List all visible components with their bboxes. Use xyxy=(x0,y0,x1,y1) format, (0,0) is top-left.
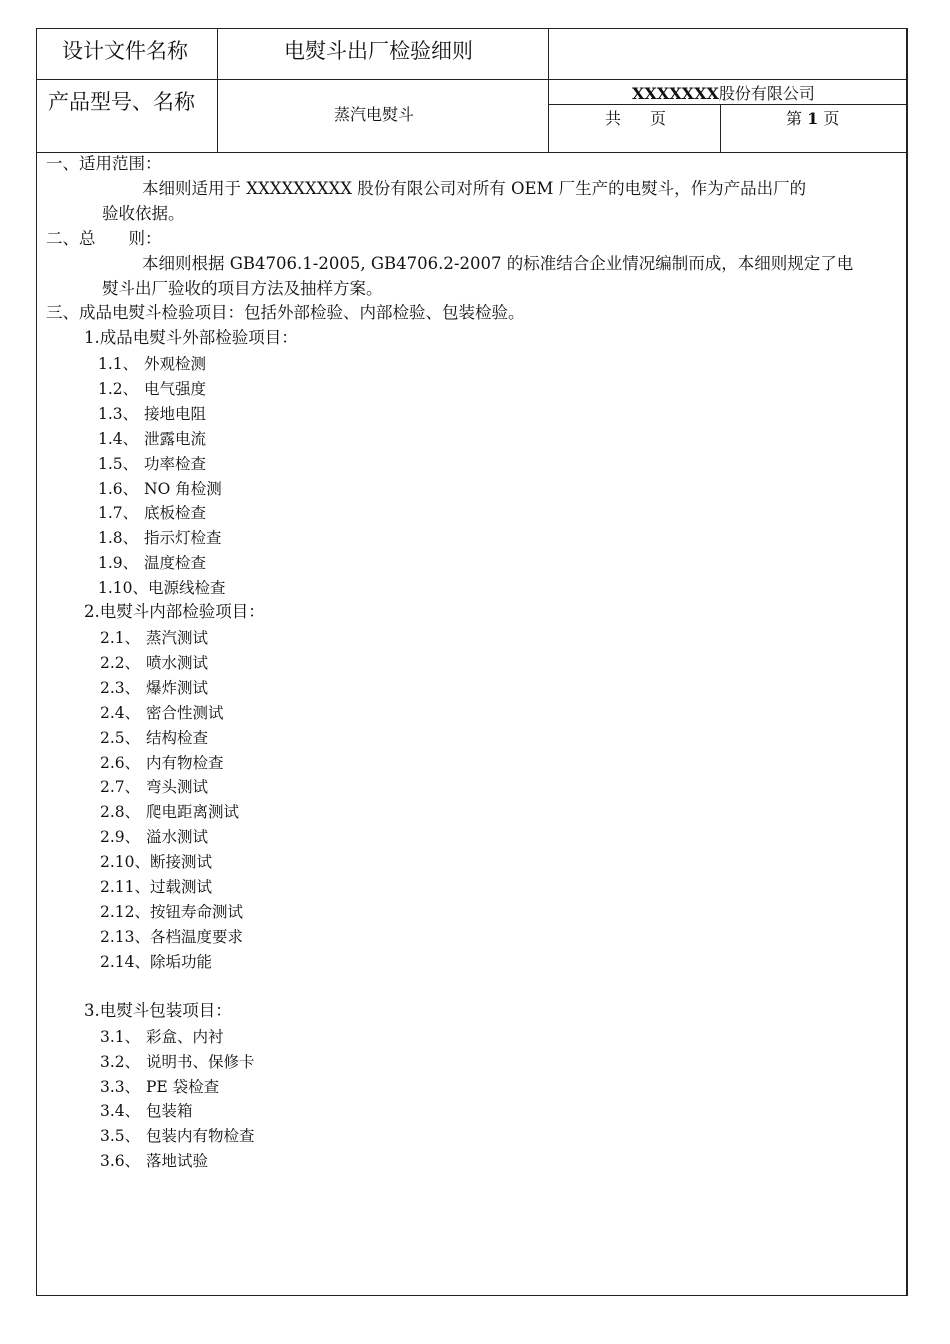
item-number: 3.1、 xyxy=(100,1028,141,1046)
item-number: 1.9、 xyxy=(98,554,139,573)
internal-item xyxy=(100,927,244,946)
packaging-item xyxy=(100,1154,208,1170)
item-number: 2.5、 xyxy=(100,728,141,747)
internal-item xyxy=(100,780,208,796)
item-number: 2.2、 xyxy=(100,653,141,672)
item-number: 1.8、 xyxy=(98,529,139,548)
total-pages-label-a: 共 xyxy=(605,109,622,128)
company-placeholder: XXXXXXX xyxy=(632,84,719,103)
header-divider-2 xyxy=(548,104,908,105)
internal-item xyxy=(100,653,209,672)
header-col-1 xyxy=(217,28,218,152)
item-label: 温度检查 xyxy=(144,554,207,573)
item-label: 断接测试 xyxy=(150,853,213,872)
scope-line-2: 验收依据。 xyxy=(102,204,185,223)
product-value: 蒸汽电熨斗 xyxy=(334,105,415,124)
packaging-item xyxy=(100,1104,193,1120)
item-label: 底板检查 xyxy=(144,504,207,523)
item-label: 密合性测试 xyxy=(146,703,224,722)
item-label: 爬电距离测试 xyxy=(146,803,240,822)
item-label: NO 角检测 xyxy=(144,479,222,498)
product-label: 产品型号、名称 xyxy=(48,90,195,114)
item-number: 2.3、 xyxy=(100,678,141,697)
scope-line-1: 本细则适用于 XXXXXXXXX 股份有限公司对所有 OEM 厂生产的电熨斗，作为产品出厂的 xyxy=(142,179,807,198)
item-label: 功率检查 xyxy=(144,454,207,473)
item-label: 喷水测试 xyxy=(146,653,209,672)
item-label: 除垢功能 xyxy=(150,952,213,971)
item-number: 1.4、 xyxy=(98,429,139,448)
packaging-heading: 3.电熨斗包装项目： xyxy=(84,1001,232,1020)
item-number: 2.14、 xyxy=(100,952,151,971)
page-label-b: 页 xyxy=(823,109,840,128)
item-number: 1.7、 xyxy=(98,504,139,523)
page-label-a: 第 xyxy=(786,109,803,128)
item-label: 外观检测 xyxy=(144,355,207,373)
external-item xyxy=(98,357,206,373)
item-label: 落地试验 xyxy=(146,1152,209,1170)
item-number: 3.4、 xyxy=(100,1102,141,1121)
item-number: 3.5、 xyxy=(100,1127,141,1146)
internal-item xyxy=(100,880,212,896)
internal-item xyxy=(100,631,208,647)
item-label: 结构检查 xyxy=(146,728,209,747)
item-label: 按钮寿命测试 xyxy=(150,902,244,921)
header-col-2 xyxy=(548,28,549,152)
internal-heading: 2.电熨斗内部检验项目： xyxy=(84,602,265,621)
item-label: 包装内有物检查 xyxy=(146,1127,255,1146)
general-heading: 二、总 则： xyxy=(46,229,162,248)
item-label: PE 袋检查 xyxy=(146,1077,220,1096)
item-number: 2.4、 xyxy=(100,703,141,722)
item-number: 3.6、 xyxy=(100,1152,141,1170)
internal-item xyxy=(100,678,209,697)
page-indicator xyxy=(786,111,839,127)
item-number: 3.3、 xyxy=(100,1077,141,1096)
item-label: 接地电阻 xyxy=(144,404,207,423)
header-divider-3 xyxy=(36,152,908,153)
header-divider-1 xyxy=(36,79,908,80)
item-label: 包装箱 xyxy=(146,1102,193,1121)
item-number: 1.10、 xyxy=(98,579,149,598)
item-number: 2.12、 xyxy=(100,902,151,921)
items-heading: 三、成品电熨斗检验项目：包括外部检验、内部检验、包装检验。 xyxy=(46,303,525,322)
item-label: 弯头测试 xyxy=(146,778,209,797)
item-number: 2.10、 xyxy=(100,853,151,872)
external-item xyxy=(98,404,207,423)
internal-item xyxy=(100,830,208,846)
internal-item xyxy=(100,902,244,921)
item-number: 2.6、 xyxy=(100,753,141,772)
doc-name-label: 设计文件名称 xyxy=(62,39,188,63)
item-number: 1.1、 xyxy=(98,355,139,373)
item-number: 1.6、 xyxy=(98,479,139,498)
internal-item xyxy=(100,855,212,871)
packaging-item xyxy=(100,1077,220,1096)
packaging-item xyxy=(100,1052,255,1071)
item-label: 各档温度要求 xyxy=(150,927,244,946)
general-line-2: 熨斗出厂验收的项目方法及抽样方案。 xyxy=(102,279,383,298)
scope-heading: 一、适用范围： xyxy=(46,154,162,173)
item-label: 彩盒、内衬 xyxy=(146,1028,224,1046)
item-number: 2.9、 xyxy=(100,828,141,847)
item-label: 过载测试 xyxy=(150,878,213,896)
company-name xyxy=(632,86,815,102)
doc-name-value: 电熨斗出厂检验细则 xyxy=(284,39,473,63)
item-number: 2.7、 xyxy=(100,778,141,797)
external-item xyxy=(98,429,207,448)
external-item xyxy=(98,506,206,522)
external-item xyxy=(98,531,222,547)
item-number: 1.5、 xyxy=(98,454,139,473)
item-number: 1.2、 xyxy=(98,379,139,398)
item-label: 蒸汽测试 xyxy=(146,629,209,647)
external-heading: 1.成品电熨斗外部检验项目： xyxy=(84,328,298,347)
external-item xyxy=(98,379,207,398)
internal-item xyxy=(100,753,224,772)
item-number: 3.2、 xyxy=(100,1052,141,1071)
external-item xyxy=(98,581,226,597)
item-label: 泄露电流 xyxy=(144,429,207,448)
item-number: 2.8、 xyxy=(100,803,141,822)
general-line-1: 本细则根据 GB4706.1-2005, GB4706.2-2007 的标准结合企业情况编制而成，本细则规定了电 xyxy=(142,254,854,273)
item-label: 指示灯检查 xyxy=(144,529,222,548)
internal-item xyxy=(100,805,239,821)
external-item xyxy=(98,454,207,473)
item-number: 1.3、 xyxy=(98,404,139,423)
item-number: 2.13、 xyxy=(100,927,151,946)
item-label: 内有物检查 xyxy=(146,753,224,772)
company-suffix: 股份有限公司 xyxy=(718,84,815,103)
external-item xyxy=(98,479,222,498)
total-pages-label-b: 页 xyxy=(650,109,667,128)
packaging-item xyxy=(100,1030,224,1046)
item-label: 电源线检查 xyxy=(148,579,226,598)
internal-item xyxy=(100,952,213,971)
item-label: 电气强度 xyxy=(144,379,207,398)
item-label: 爆炸测试 xyxy=(146,678,209,697)
header-col-3 xyxy=(720,104,721,152)
internal-item xyxy=(100,728,209,747)
item-number: 2.1、 xyxy=(100,629,141,647)
item-label: 说明书、保修卡 xyxy=(146,1052,255,1071)
item-label: 溢水测试 xyxy=(146,828,209,847)
item-number: 2.11、 xyxy=(100,878,151,896)
packaging-item xyxy=(100,1129,255,1145)
external-item xyxy=(98,556,206,572)
frame-edge xyxy=(906,28,908,1296)
page-number: 1 xyxy=(807,109,819,128)
internal-item xyxy=(100,703,224,722)
